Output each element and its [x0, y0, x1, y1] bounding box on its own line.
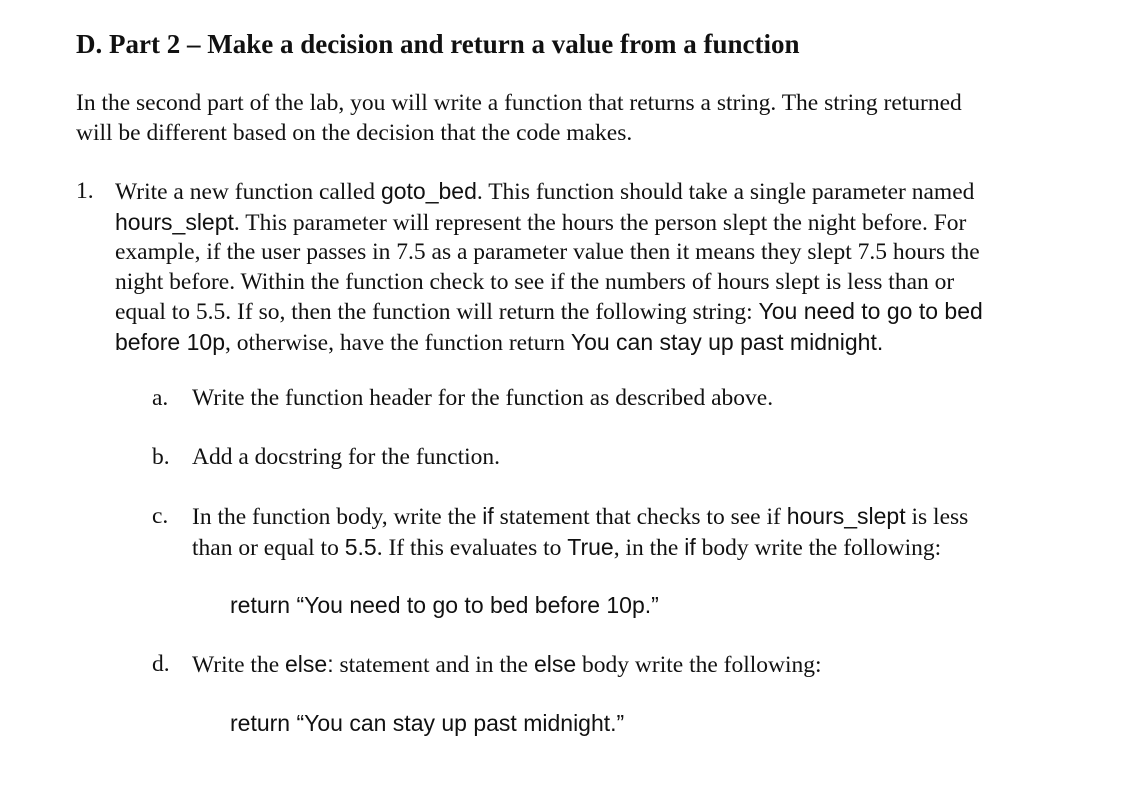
intro-line: In the second part of the lab, you will write a function that returns a string. The string returned	[76, 90, 962, 116]
text: . This parameter will represent the hours the person slept the night before. For	[233, 209, 967, 236]
inline-code: True	[567, 533, 614, 560]
inline-code: goto_bed	[380, 178, 477, 204]
paragraph-line: example, if the user passes in 7.5 as a parameter value then it means they slept 7.5 hours the	[115, 239, 980, 265]
paragraph-line	[192, 533, 1092, 564]
text: statement and in the	[333, 652, 534, 678]
inline-code: before 10p	[115, 328, 225, 355]
intro-line: will be different based on the decision that the code makes.	[76, 119, 633, 146]
text: . If this evaluates to	[376, 534, 568, 561]
code-snippet: return “You need to go to bed before 10p.”	[230, 592, 659, 618]
sub-item-d	[192, 650, 1092, 681]
text: , otherwise, have the function return	[224, 329, 571, 356]
paragraph-line	[115, 177, 1105, 208]
text: than or equal to	[192, 534, 345, 561]
text: body write the following:	[576, 652, 822, 678]
inline-code: hours_slept	[786, 503, 906, 529]
text: Write the	[192, 652, 286, 678]
paragraph-line	[192, 650, 1092, 681]
sub-item-letter: a.	[152, 385, 169, 411]
text: , in the	[613, 534, 685, 561]
sub-item-letter: b.	[152, 444, 170, 470]
paragraph-line	[115, 208, 1105, 239]
text: equal to 5.5. If so, then the function will return the following string:	[115, 299, 759, 325]
sub-item-text: Write the function header for the function as described above.	[192, 385, 774, 411]
inline-code: hours_slept	[115, 208, 234, 235]
sub-item-text: Add a docstring for the function.	[192, 444, 501, 470]
paragraph-line: night before. Within the function check to see if the numbers of hours slept is less than or	[115, 268, 955, 295]
text: . This function should take a single parameter named	[476, 179, 975, 205]
sub-item-b	[192, 443, 1092, 473]
sub-item-letter: c.	[152, 503, 169, 529]
inline-code: if	[482, 503, 494, 529]
inline-code: else:	[285, 651, 334, 677]
inline-code: You need to go to bed	[758, 298, 983, 324]
sub-item-a	[192, 384, 1092, 414]
inline-code: 5.5	[344, 533, 377, 560]
list-item-1	[115, 177, 1105, 358]
text: is less	[905, 504, 969, 530]
text: body write the following:	[695, 534, 942, 561]
inline-code: You can stay up past midnight.	[570, 328, 884, 355]
paragraph-line	[192, 502, 1092, 533]
paragraph-line	[115, 328, 1105, 359]
code-snippet: return “You can stay up past midnight.”	[230, 710, 625, 736]
text: Write a new function called	[115, 179, 381, 205]
sub-item-c	[192, 502, 1092, 563]
paragraph-line	[115, 297, 1105, 328]
list-number: 1.	[76, 178, 94, 204]
sub-item-letter: d.	[152, 651, 170, 677]
text: In the function body, write the	[192, 504, 483, 530]
intro-paragraph	[76, 89, 1066, 148]
section-heading: D. Part 2 – Make a decision and return a value from a function	[76, 29, 800, 59]
inline-code: else	[533, 651, 577, 677]
text: statement that checks to see if	[493, 504, 787, 530]
inline-code: if	[684, 533, 696, 560]
